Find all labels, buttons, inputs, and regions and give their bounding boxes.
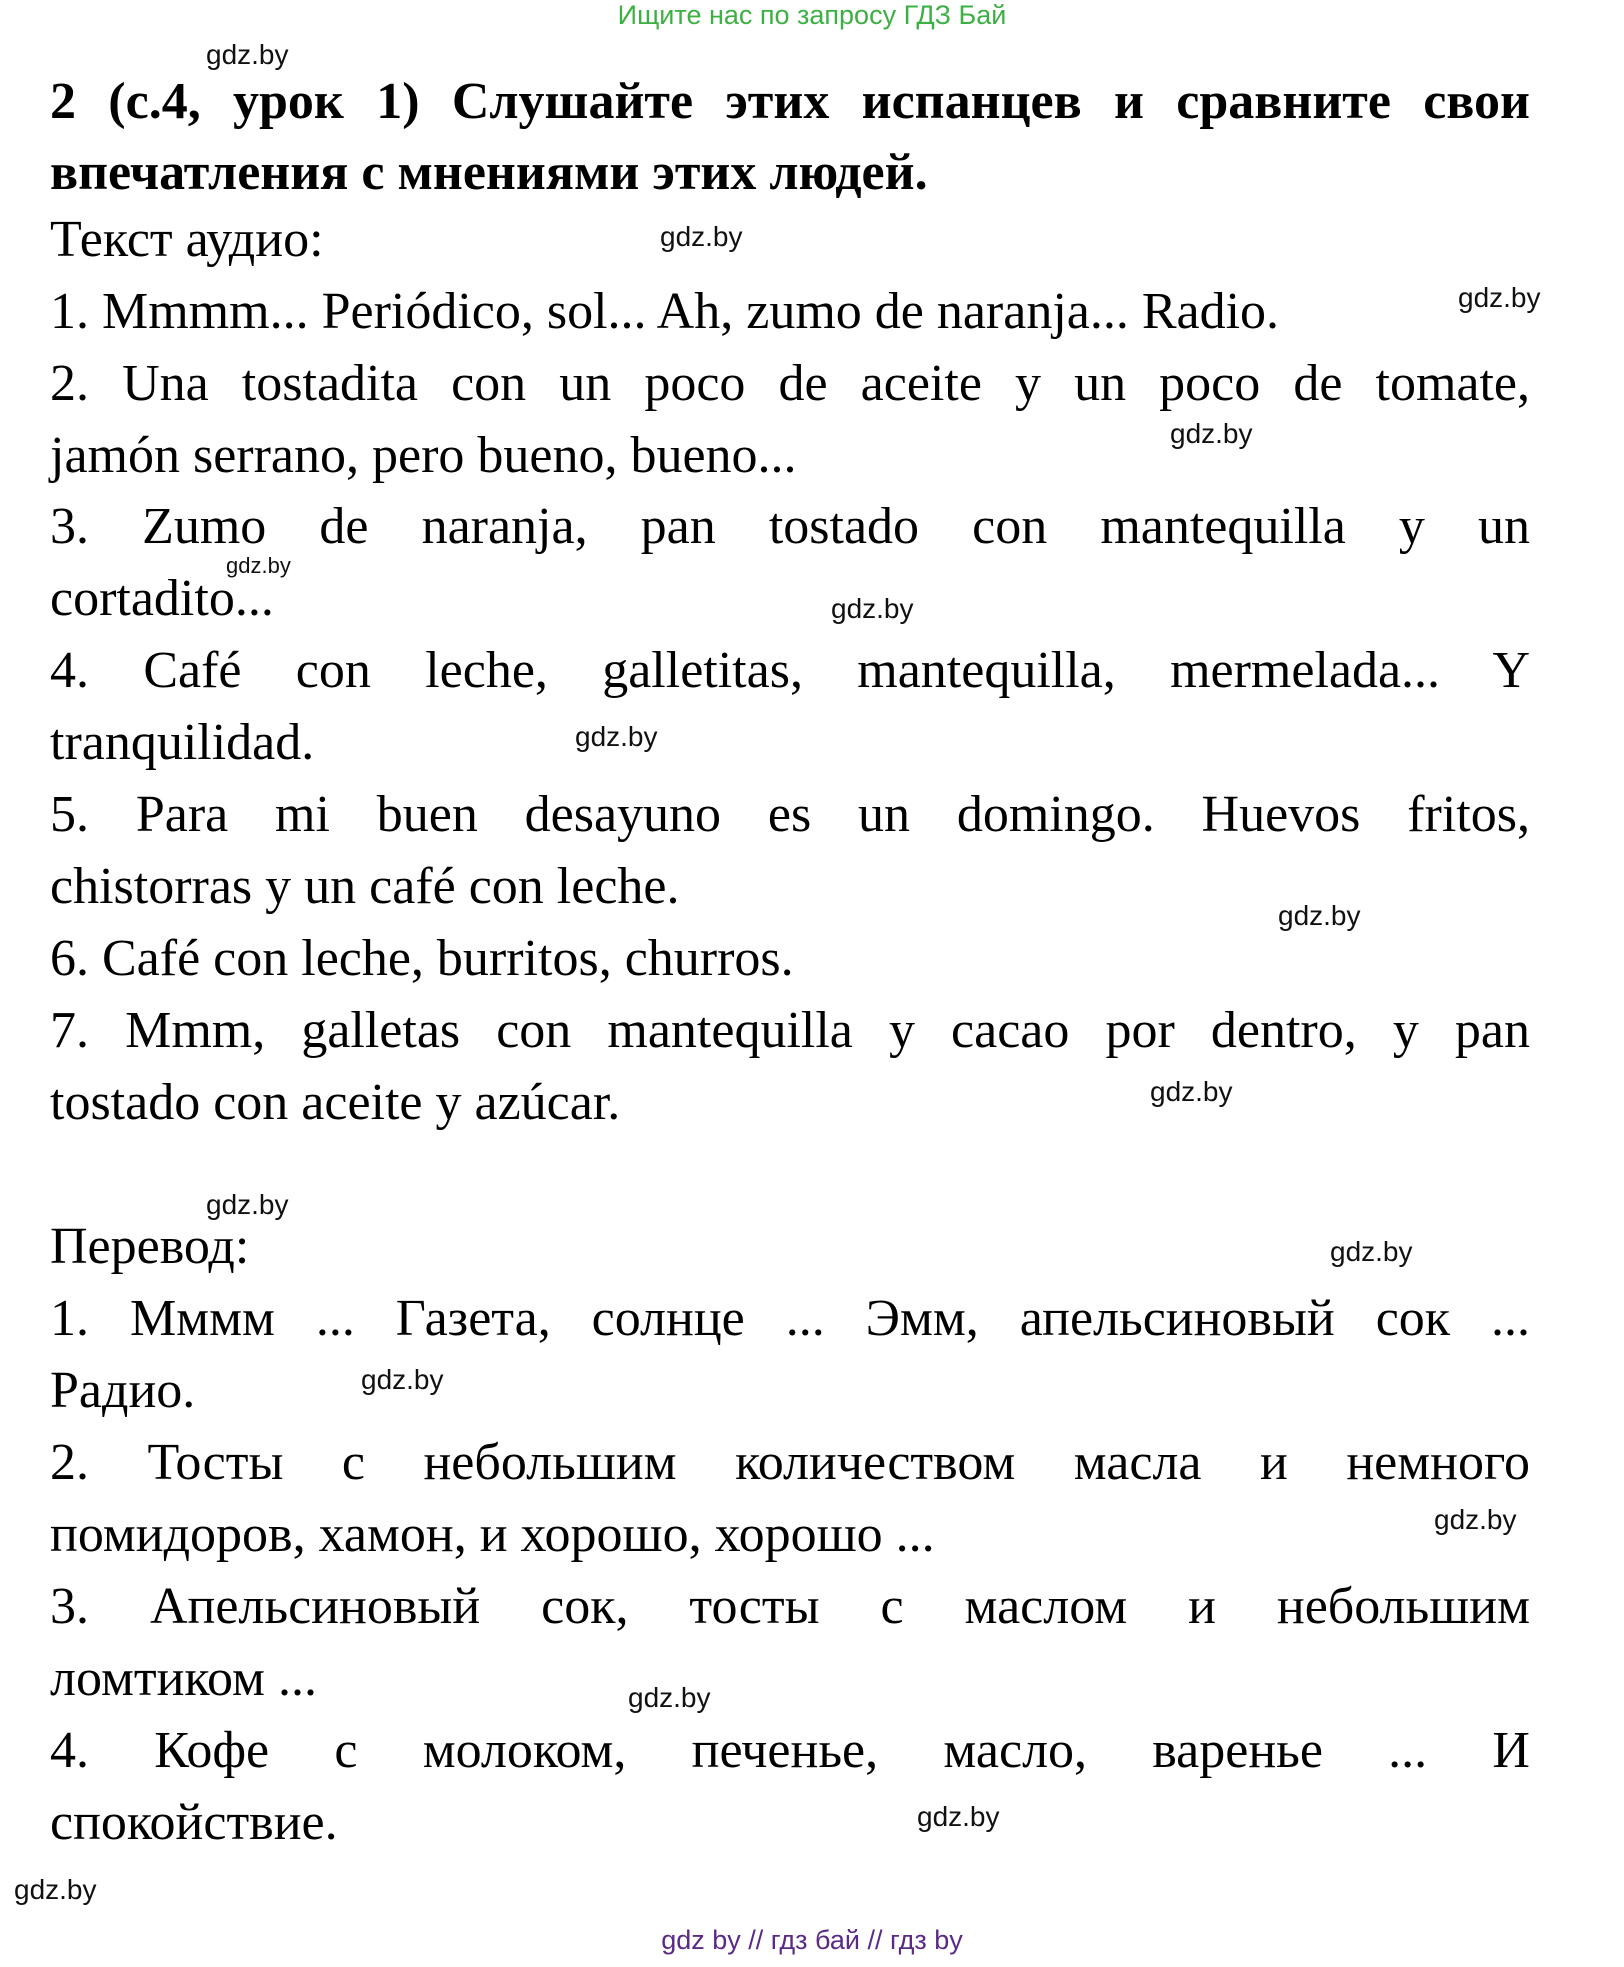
watermark: gdz.by [1434,1504,1517,1535]
audio-line: 1. Mmmm... Periódico, sol... Ah, zumo de naranja... Radio. [50,283,1280,340]
translation-line: спокойствие. [50,1794,338,1851]
watermark: gdz.by [1278,900,1361,931]
audio-line: 2. Una tostadita con un poco de aceite y un poco de tomate, [50,355,1530,412]
audio-line: tostado con aceite y azúcar. [50,1074,621,1131]
audio-line: chistorras y un café con leche. [50,858,680,915]
audio-line: tranquilidad. [50,714,315,771]
audio-line: 4. Café con leche, galletitas, mantequilla, mermelada... Y [50,642,1530,699]
watermark: gdz.by [628,1682,711,1713]
watermark: gdz.by [1330,1236,1413,1267]
translation-line: 2. Тосты с небольшим количеством масла и немного [50,1434,1530,1491]
watermark: gdz.by [14,1874,97,1905]
watermark: gdz.by [660,221,743,252]
watermark: gdz.by [917,1801,1000,1832]
translation-line: 4. Кофе с молоком, печенье, масло, варенье ... И [50,1722,1530,1779]
watermark: gdz.by [1458,282,1541,313]
audio-line: 3. Zumo de naranja, pan tostado con mantequilla y un [50,498,1530,555]
audio-heading: Текст аудио: [50,211,324,268]
watermark: gdz.by [361,1364,444,1395]
watermark: gdz.by [575,721,658,752]
audio-line: cortadito... [50,570,274,627]
exercise-title: 2 (с.4, урок 1) Слушайте этих испанцев и сравните свои впечатления с мнениями этих людей. [50,73,1530,201]
watermark: gdz.by [1150,1076,1233,1107]
translation-line: 1. Мммм ... Газета, солнце ... Эмм, апельсиновый сок ... [50,1290,1530,1347]
watermark: gdz.by [206,39,289,70]
watermark: gdz.by [206,1189,289,1220]
translation-line: Радио. [50,1362,196,1419]
translation-line: ломтиком ... [50,1650,317,1707]
audio-line: jamón serrano, pero bueno, bueno... [50,427,797,484]
audio-line: 6. Café con leche, burritos, churros. [50,930,794,987]
translation-line: помидоров, хамон, и хорошо, хорошо ... [50,1506,935,1563]
watermark: gdz.by [831,593,914,624]
audio-line: 7. Mmm, galletas con mantequilla y cacao por dentro, y pan [50,1002,1530,1059]
translation-heading: Перевод: [50,1218,250,1275]
watermark: gdz.by [226,553,291,578]
top-banner: Ищите нас по запросу ГДЗ Бай [617,0,1007,30]
footer-links: gdz by // гдз бай // гдз by [661,1925,963,1955]
audio-line: 5. Para mi buen desayuno es un domingo. Huevos fritos, [50,786,1530,843]
watermark: gdz.by [1170,418,1253,449]
translation-line: 3. Апельсиновый сок, тосты с маслом и небольшим [50,1578,1530,1635]
